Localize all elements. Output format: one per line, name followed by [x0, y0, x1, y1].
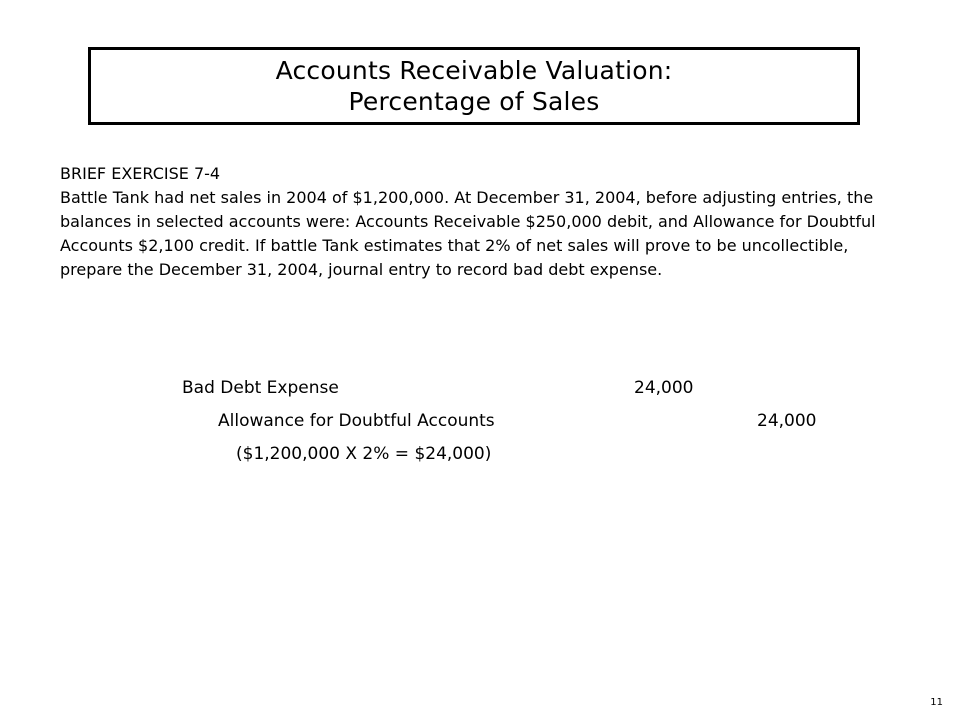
slide-title-line-1: Accounts Receivable Valuation:	[275, 56, 673, 85]
slide-title-line-2: Percentage of Sales	[348, 87, 600, 116]
debit-account: Bad Debt Expense	[182, 378, 339, 398]
entry-explanation: ($1,200,000 X 2% = $24,000)	[236, 444, 492, 464]
debit-amount: 24,000	[634, 378, 694, 398]
exercise-text	[60, 162, 910, 282]
exercise-heading: BRIEF EXERCISE 7-4	[60, 164, 221, 183]
slide-title-box	[88, 47, 860, 125]
credit-amount: 24,000	[757, 411, 817, 431]
credit-account: Allowance for Doubtful Accounts	[218, 411, 495, 431]
exercise-body: Battle Tank had net sales in 2004 of $1,200,000. At December 31, 2004, before adjusting entries, the balances in selected accounts were: Accounts Receivable $250,000 debit, and Allowance for Doubtful Accounts $2,100 credit. If battle Tank estimates that 2% of net sales will prove to be uncollectible, prepare the December 31, 2004, journal entry to record bad debt expense.	[60, 188, 876, 279]
page-number: 11	[930, 697, 943, 708]
